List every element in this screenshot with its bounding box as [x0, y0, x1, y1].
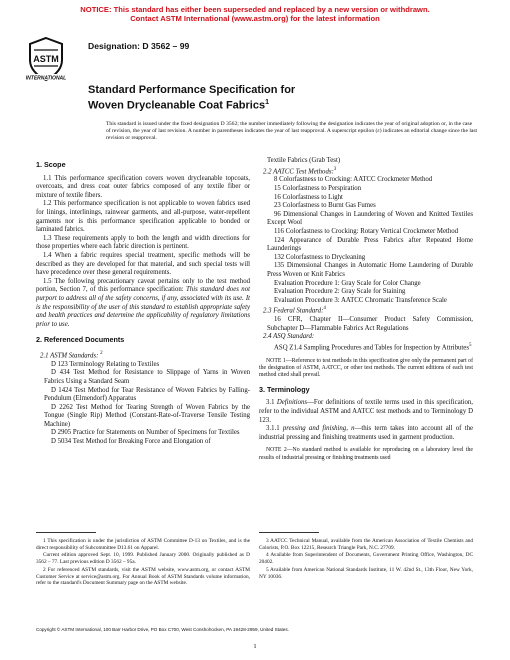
para-1-2: 1.2 This performance specification is not applicable to woven fabrics used for linings, interlinings, rainwear garments, and all-purpose, water-repellent garments nor is this performance specification applicable to bonded or laminated fabrics.: [36, 200, 250, 234]
right-column: [259, 157, 473, 468]
reference-item: 132 Colorfastness to Drycleaning: [274, 253, 366, 261]
footnote: 5 Available from American National Standards Institute, 11 W. 42nd St., 13th Floor, New York, NY 10036.: [259, 566, 473, 580]
para-1-1: 1.1 This performance specification covers woven drycleanable topcoats, overcoats, and dress coat outer fabrics composed of any textile fiber or mixture of textile fibers.: [36, 174, 250, 199]
reference-item: Evaluation Procedure 1: Gray Scale for Color Change: [274, 279, 421, 287]
title-footnote-mark: 1: [265, 98, 269, 106]
reference-item: 124 Appearance of Durable Press Fabrics after Repeated Home Launderings: [267, 236, 473, 253]
reference-item: 16 Colorfastness to Light: [274, 193, 343, 201]
svg-text:INTERNATIONAL: INTERNATIONAL: [26, 75, 66, 82]
reference-continued: Textile Fabrics (Grab Test): [267, 157, 341, 164]
astm-standards-label: 2.1 ASTM Standards: $^2$: [40, 350, 103, 360]
footnote: 2 For referenced ASTM standards, visit the ASTM website, www.astm.org, or contact ASTM Customer Service at service@astm.org. For Annual Book of ASTM Standards volume information, refer to the standard's Document Summary page on the ASTM website.: [36, 566, 250, 587]
safety-caveat: This standard does not purport to address all of the safety concerns, if any, associated with its use. It is the responsibility of the user of this standard to establish appropriate safety and health practices and determine the applicability of regulatory limitations prior to use.: [36, 286, 250, 328]
designation: Designation: D 3562 – 99: [88, 41, 190, 51]
reference-item: 96 Dimensional Changes in Laundering of Woven and Knitted Textiles Except Wool: [267, 210, 473, 227]
referenced-docs-heading: 2. Referenced Documents: [36, 335, 125, 345]
para-1-5: 1.5 The following precautionary caveat pertains only to the test method portion, Section 7, of this performance specification: This standard does not purport to address all of the safety concerns, if any, associated with its use. It is the responsibility of the user of this standard to establish appropriate safety and health practices and determine the applicability of regulatory limitations prior to use.: [36, 277, 250, 328]
footnote: Current edition approved Sept. 10, 1999. Published January 2000. Originally published as D 3562 – 77. Last previous edition D 3562 – 95a.: [36, 552, 250, 566]
reference-item: Evaluation Procedure 3: AATCC Chromatic Transference Scale: [274, 296, 447, 304]
intro-paragraph: This standard is issued under the fixed designation D 3562; the number immediately following the designation indicates the year of original adoption or, in the case of revision, the year of last revision. A number in parentheses indicates the year of last reapproval. A superscript epsilon (ε) indicates an editorial change since the last revision or reapproval.: [106, 121, 478, 142]
asq-standard-label: 2.4 ASQ Standard:: [263, 333, 315, 341]
reference-item: ASQ Z1.4 Sampling Procedures and Tables for Inspection by Attributes$^5$: [274, 343, 472, 352]
reference-item: D 123 Terminology Relating to Textiles: [51, 360, 160, 368]
withdrawn-notice: [0, 5, 510, 23]
footnote: 1 This specification is under the jurisdiction of ASTM Committee D-13 on Textiles, and is the direct responsibility of Subcommittee D13.61 on Apparel.: [36, 538, 250, 551]
reference-item: D 2262 Test Method for Tearing Strength of Woven Fabrics by the Tongue (Single Rip) Method (Constant-Rate-of-Traverse Tensile Testing Machine): [44, 403, 250, 428]
terminology-heading: 3. Terminology: [259, 384, 310, 394]
reference-item: 8 Colorfastness to Crocking: AATCC Crockmeter Method: [274, 176, 433, 184]
federal-standard-label: 2.3 Federal Standard:$^4$: [263, 306, 326, 315]
reference-item: D 5034 Test Method for Breaking Force and Elongation of: [51, 438, 211, 446]
page-title: [88, 84, 478, 112]
footnotes-left: [36, 538, 250, 588]
astm-logo-icon: [26, 36, 66, 82]
para-1-4: 1.4 When a fabric requires special treatment, specific methods will be described as they are developed for that material, and such special tests will have precedence over these general requirements.: [36, 251, 250, 277]
reference-item: Evaluation Procedure 2: Gray Scale for Staining: [274, 288, 406, 296]
reference-item: 135 Dimensional Changes in Automatic Home Laundering of Durable Press Woven or Knit Fabrics: [267, 262, 473, 278]
reference-item: D 434 Test Method for Resistance to Slippage of Yarns in Woven Fabrics Using a Standard Seam: [44, 369, 250, 385]
notice-line-1: NOTICE: This standard has either been superseded and replaced by a new version or withdrawn.: [80, 5, 430, 14]
footnote: 4 Available from Superintendent of Documents, Government Printing Office, Washington, DC 20402.: [259, 552, 473, 566]
svg-text:ASTM: ASTM: [33, 54, 59, 64]
note-2: NOTE 2—No standard method is available for reproducing on a laboratory level the results of industrial pressing or finishing treatments used: [259, 447, 473, 461]
footnote-rule-right: [259, 532, 319, 533]
reference-item: D 2905 Practice for Statements on Number of Specimens for Textiles: [51, 429, 240, 437]
reference-item: 16 CFR, Chapter II—Consumer Product Safety Commission, Subchapter D—Flammable Fabrics Act Regulations: [267, 316, 473, 332]
footnotes-right: [259, 538, 473, 581]
reference-item: 23 Colorfastness to Burnt Gas Fumes: [274, 202, 376, 210]
title-line-1: Standard Performance Specification for: [88, 84, 296, 96]
reference-item: D 1424 Test Method for Tear Resistance of Woven Fabrics by Falling-Pendulum (Elmendorf) Apparatus: [44, 386, 250, 403]
copyright-line: Copyright © ASTM International, 100 Barr Harbor Drive, PO Box C700, West Conshohocken, PA 19428-2959, United States.: [36, 627, 289, 632]
footnote: 3 AATCC Technical Manual, available from the American Association of Textile Chemists and Colorists, P.O. Box 12215, Research Triangle Park, N.C. 27709.: [259, 538, 473, 551]
aatcc-methods-label: 2.2 AATCC Test Methods:$^3$: [263, 166, 337, 175]
title-line-2: Woven Drycleanable Coat Fabrics$^1$: [88, 98, 269, 112]
page-number: 1: [253, 643, 257, 650]
para-1-3: 1.3 These requirements apply to both the length and width directions for those properties where each fabric direction is pertinent.: [36, 234, 250, 251]
scope-heading: 1. Scope: [36, 160, 66, 169]
notice-line-2: Contact ASTM International (www.astm.org) for the latest information: [130, 14, 380, 23]
reference-item: 116 Colorfastness to Crocking: Rotary Vertical Crockmeter Method: [274, 228, 459, 236]
footnote-rule-left: [36, 532, 96, 533]
left-column: [36, 157, 250, 447]
note-1: NOTE 1—Reference to test methods in this specification give only the permanent part of the designation of ASTM, AATCC, or other test methods. The current editions of each test method cited shall prevail.: [259, 357, 473, 379]
para-3-1: 3.1 Definitions—For definitions of textile terms used in this specification, refer to the individual ASTM and AATCC test methods and to Terminology D 123.: [259, 399, 473, 424]
reference-item: 15 Colorfastness to Perspiration: [274, 185, 362, 193]
para-3-1-1: 3.1.1 pressing and finishing, n—this term takes into account all of the industrial pressing and finishing treatments used in garment production.: [259, 425, 474, 441]
